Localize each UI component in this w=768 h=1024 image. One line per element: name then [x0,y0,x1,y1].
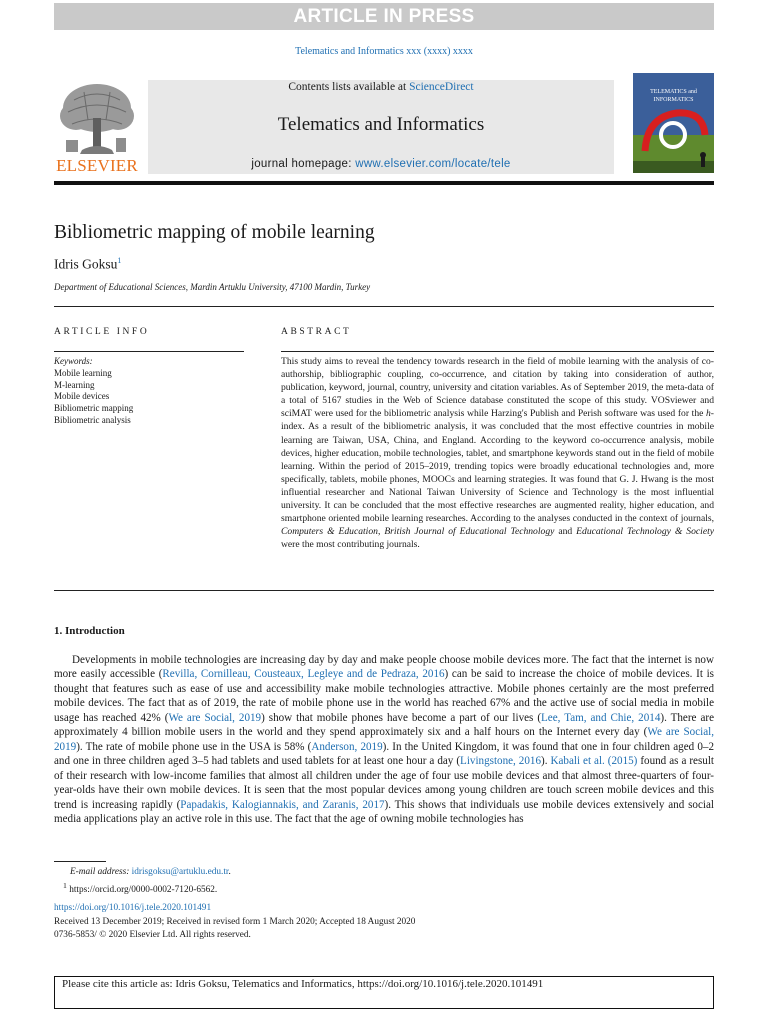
email-footnote [54,866,231,879]
citation-link[interactable]: Papadakis, Kalogiannakis, and Zaranis, 2017 [180,798,385,811]
intro-text: ). There are approximately 4 billion mobile users in the world and they spend approximately six and a half hours on the Internet every day ( [54,711,714,739]
orcid-link[interactable]: https://orcid.org/0000-0002-7120-6562. [69,885,218,896]
article-in-press-banner [54,3,714,30]
abstract-journal-name: Computers & Education [281,526,378,538]
intro-text: Developments in mobile technologies are increasing day by day and make people choose mobile devices more. The fact that the internet is now more easily accessible ( [54,654,714,681]
intro-text: ) can be said to increase the choice of mobile devices. It is thought that features such as ease of use and accessibility make mobile technologies attractive. Mobile phones certainly are the most preferred mobile devices. The fact that as of 2019, the rate of mobile phone use in the world has reached 67% and the active use of social media in mobile usage has reached 42% ( [54,668,714,724]
citation-link[interactable]: Livingstone, 2016 [460,755,541,768]
author-affiliation: Department of Educational Sciences, Mardin Artuklu University, 47100 Mardin, Turkey [54,282,371,292]
journal-cover-image [633,73,714,173]
email-label: E-mail address: [70,867,130,877]
keywords-list [54,356,244,427]
footnote-rule [54,861,106,862]
intro-text: ). In the United Kingdom, it was found that one in four children aged 0–2 and one in three children aged 3–5 had tablets and used tablets for at least one hour a day ( [54,740,714,768]
journal-reference[interactable]: Telematics and Informatics xxx (xxxx) xxxx [295,46,473,57]
introduction-paragraph [54,653,714,826]
journal-title: Telematics and Informatics [277,114,485,135]
keyword-item: Bibliometric mapping [54,403,134,414]
author-line [54,256,121,273]
abstract-rule [281,351,714,352]
keyword-item: Bibliometric analysis [54,414,131,425]
citation-link[interactable]: We are Social, 2019 [168,711,262,724]
abstract-part: This study aims to reveal the tendency towards research in the field of mobile learning with the analysis of co-authorship, bibliographic coupling, co-occurrence, and citation by taking into consideration of author, publication, keyword, journal, country, university and citation variables. As of September 2019, the meta-data of a total of 5167 studies in the Web of Science database constituted the scope of this study. VOSviewer and sciMAT were used for the bibliometric analysis while Harzing's Publish and Perish software was used for the [281,356,714,420]
article-info-heading: ARTICLE INFO [54,327,150,337]
citation-text: Please cite this article as: Idris Goksu, Telematics and Informatics, https://doi.org/10.1016/j.tele.2020.101491 [62,978,544,990]
author-footnote-marker[interactable]: 1 [117,256,122,265]
contents-lists-line [148,81,614,93]
masthead-divider [54,181,714,185]
journal-homepage-link[interactable]: www.elsevier.com/locate/tele [355,158,511,170]
abstract-journal-name: Educational Technology & Society [576,526,715,538]
keyword-item: Mobile learning [54,367,112,378]
footnotes [54,866,231,897]
email-link[interactable]: idrisgoksu@artuklu.edu.tr [131,867,229,877]
journal-masthead [148,80,614,174]
keyword-item: Mobile devices [54,391,110,402]
intro-text: ) show that mobile phones have become a part of our lives ( [261,711,542,724]
abstract-h-italic: h [706,408,711,420]
intro-text: ). This shows that individuals use mobile devices extensively and social media applications play an active role in this use. The fact that the age of owning mobile technologies has [54,798,714,825]
orcid-footnote [54,879,231,897]
elsevier-wordmark: ELSEVIER [56,156,138,175]
citation-box [54,976,714,1009]
email-end: . [228,867,231,877]
cover-title-line1: TELEMATICS and [650,89,697,95]
abstract-text [281,355,714,551]
citation-link[interactable]: Anderson, 2019 [311,740,383,753]
journal-homepage-line [148,158,614,170]
intro-text: found as a result of their research with low-income families that almost all children under the age of four use mobile devices and that almost three-quarters of four-year-olds have their own mobile devices. It is seen that the most popular devices among young children are touch screen mobile devices and this trend is increasing rapidly ( [54,755,714,811]
orcid-footnote-marker: 1 [63,881,67,890]
abstract-separator: and [554,526,577,538]
cover-title-line2: INFORMATICS [653,97,694,103]
contents-prefix: Contents lists available at [288,81,410,93]
header-divider [54,306,714,307]
keyword-item: M-learning [54,379,95,390]
abstract-part: -index. As a result of the bibliometric analysis, it was concluded that the most effective countries in mobile learning are Taiwan, USA, China, and England. According to the keyword co-occurrence analysis, mobile devices, higher education, mobile technologies, tablet, and smartphone keywords stand out in the field of mobile learning. Within the period of 2015–2019, trending topics were broadly educational technologies and, more specifically, tablets, mobile phones, MOOCs and learning strategies. It was found that G. J. Hwang is the most influential researcher and National Taiwan University of Science and Technology is the most influential university. It can be concluded that the most effective researches are augmented reality, higher education, and smartphone oriented mobile learning researches. According to the analyses conducted in the context of journals, [281,408,714,525]
citation-link[interactable]: Lee, Tam, and Chie, 2014 [541,711,661,724]
article-title: Bibliometric mapping of mobile learning [54,222,375,243]
intro-text: ). [541,755,551,768]
abstract-journal-name: British Journal of Educational Technology [384,526,555,538]
received-dates: Received 13 December 2019; Received in revised form 1 March 2020; Accepted 18 August 2020 [54,916,416,927]
article-info-rule [54,351,244,352]
abstract-bottom-divider [54,590,714,591]
keywords-label: Keywords: [54,356,93,366]
copyright-line: 0736-5853/ © 2020 Elsevier Ltd. All rights reserved. [54,930,251,940]
abstract-heading: ABSTRACT [281,327,352,337]
abstract-separator: , [377,526,385,538]
publication-info [54,902,415,943]
citation-link[interactable]: Kabali et al. (2015) [550,755,638,768]
citation-link[interactable]: Revilla, Cornilleau, Cousteaux, Legleye and de Pedraza, 2016 [162,668,445,681]
introduction-heading: 1. Introduction [54,625,125,637]
intro-text: ). The rate of mobile phone use in the USA is 58% ( [76,740,312,753]
author-name[interactable]: Idris Goksu [54,256,118,272]
homepage-prefix: journal homepage: [251,158,356,170]
citation-link[interactable]: We are Social, 2019 [54,726,714,753]
doi-link[interactable]: https://doi.org/10.1016/j.tele.2020.101491 [54,903,212,913]
abstract-part: were the most contributing journals. [281,539,420,551]
banner-text: ARTICLE IN PRESS [293,5,475,27]
sciencedirect-link[interactable]: ScienceDirect [409,81,474,93]
